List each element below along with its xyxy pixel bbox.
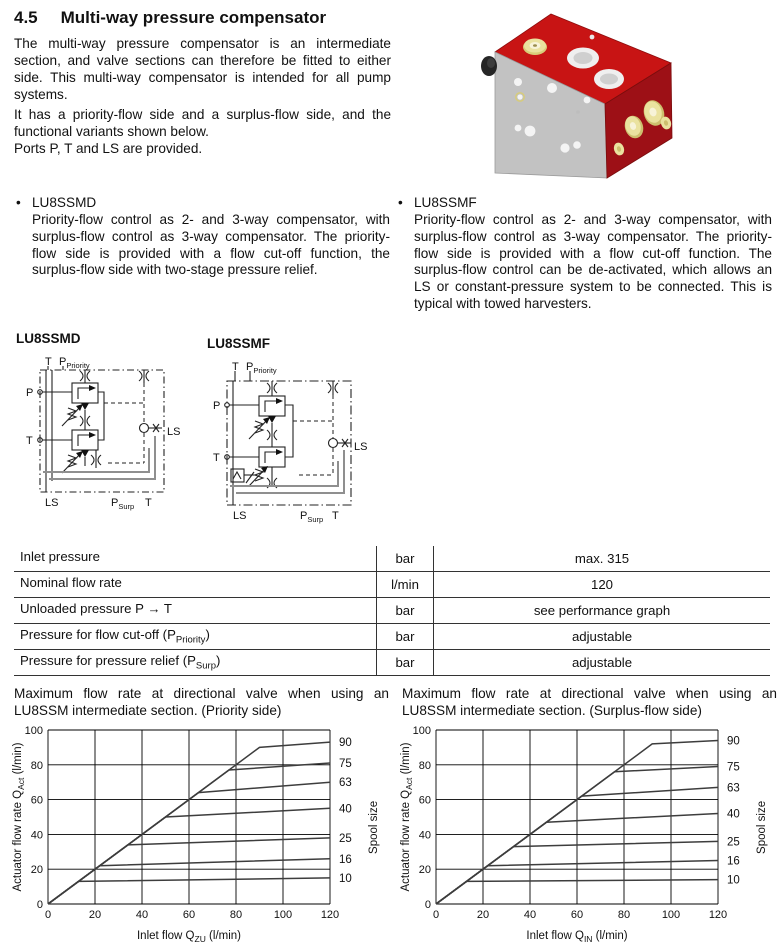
bullet-item-lu8ssmf (398, 195, 772, 313)
chart-caption-surplus: Maximum flow rate at directional valve when using an LU8SSM intermediate section. (Surplus-flow side) (402, 686, 777, 718)
svg-text:PPriority: $P_{Priority}$ (59, 356, 90, 370)
svg-text:0: 0 (36, 899, 43, 911)
spec-value-cell: 120 (434, 572, 771, 598)
svg-text:100: 100 (661, 909, 681, 921)
svg-text:60: 60 (182, 909, 196, 921)
svg-text:LS: LS (354, 441, 368, 453)
svg-text:LS: LS (167, 426, 181, 438)
svg-text:T: T (26, 435, 33, 447)
connector-knob (481, 56, 497, 76)
spec-value-cell: adjustable (434, 624, 771, 650)
svg-text:20: 20 (418, 864, 431, 877)
adjustable-spring-icon (62, 451, 83, 473)
svg-text:63: 63 (339, 777, 352, 790)
valve-block-3d-image (478, 5, 778, 185)
intro-paragraph: The multi-way pressure compensator is an intermediate section, and valve sections can therefore be fitted to either side. This multi-way compensator is intended for all pump systems. (14, 36, 391, 102)
svg-text:40: 40 (418, 829, 431, 842)
table-row (14, 546, 770, 572)
svg-text:T: T (145, 497, 152, 509)
svg-text:80: 80 (617, 909, 631, 921)
svg-text:63: 63 (727, 782, 740, 795)
intro-paragraph: Ports P, T and LS are provided. (14, 141, 203, 157)
model-description: Priority-flow control as 2- and 3-way compensator, with surplus-flow control as 3-way compensator. The priority-flow side is provided with a flow cut-off function, the surplus-flow side with two-stage pressure relief. (32, 211, 390, 278)
table-row (14, 624, 770, 650)
svg-text:80: 80 (229, 909, 243, 921)
check-valve-icon (140, 424, 163, 433)
svg-text:100: 100 (412, 725, 431, 737)
svg-text:10: 10 (339, 872, 352, 885)
svg-text:60: 60 (30, 794, 43, 807)
svg-text:Actuator flow rate QAct (l/min: Actuator flow rate $Q_{Act}$ (l/min) (12, 742, 26, 892)
svg-text:LS: LS (233, 510, 247, 522)
spec-value-cell: see performance graph (434, 598, 771, 624)
svg-text:PSurp: $P_{Surp}$ (300, 510, 324, 524)
section-number: 4.5 (14, 8, 38, 27)
svg-text:75: 75 (339, 758, 352, 771)
svg-text:LS: LS (45, 497, 59, 509)
svg-text:T: T (45, 356, 52, 368)
chart-svg (10, 722, 386, 948)
model-name: LU8SSMF (414, 195, 477, 210)
svg-text:Actuator flow rate QAct (l/min: Actuator flow rate $Q_{Act}$ (l/min) (400, 742, 414, 892)
svg-text:40: 40 (727, 808, 740, 821)
hydraulic-schematic-lu8ssmd (12, 350, 194, 512)
deactivation-valve-icon (231, 469, 255, 483)
svg-text:PPriority: $P_{Priority}$ (246, 361, 277, 375)
schematic-title-lu8ssmf: LU8SSMF (207, 336, 271, 351)
svg-text:100: 100 (273, 909, 293, 921)
svg-text:40: 40 (339, 803, 352, 816)
svg-text:40: 40 (135, 909, 149, 921)
spec-label-cell: Pressure for pressure relief $(P_{Surp})$ (14, 650, 377, 676)
spec-label-cell: Inlet pressure (14, 546, 377, 572)
svg-text:60: 60 (570, 909, 584, 921)
svg-text:90: 90 (339, 737, 352, 750)
svg-text:40: 40 (523, 909, 537, 921)
spec-unit-cell: bar (377, 624, 434, 650)
svg-text:Spool size: Spool size (756, 800, 768, 854)
chart-priority-side (10, 722, 390, 950)
orifice-icon (91, 450, 101, 468)
bullet-marker: • (398, 195, 403, 210)
table-row (14, 572, 770, 598)
compensator-valve-icon (72, 383, 98, 410)
page-title: Multi-way pressure compensator (60, 8, 327, 27)
specs-table (14, 546, 770, 676)
svg-text:T: T (332, 510, 339, 522)
svg-text:Inlet flow QZU (l/min): Inlet flow $Q_{ZU}$ (l/min) (136, 930, 242, 944)
svg-text:PSurp: $P_{Surp}$ (111, 497, 135, 511)
bullet-item-lu8ssmd (16, 195, 390, 279)
top-port-hole (567, 48, 599, 69)
svg-text:90: 90 (727, 735, 740, 748)
compensator-valve-icon (259, 447, 285, 467)
chart-svg (398, 722, 774, 948)
svg-text:25: 25 (727, 836, 740, 849)
section-heading (14, 8, 326, 28)
svg-text:0: 0 (424, 899, 431, 911)
spec-value-cell: max. 315 (434, 546, 771, 572)
svg-text:75: 75 (727, 761, 740, 774)
spec-unit-cell: bar (377, 546, 434, 572)
compensator-valve-icon (259, 396, 285, 423)
svg-text:10: 10 (727, 874, 740, 887)
svg-text:100: 100 (24, 725, 43, 737)
svg-text:20: 20 (30, 864, 43, 877)
svg-text:Spool size: Spool size (368, 800, 380, 854)
spec-unit-cell: bar (377, 650, 434, 676)
adjustable-spring-icon (62, 404, 83, 426)
svg-text:25: 25 (339, 832, 352, 845)
svg-text:80: 80 (418, 759, 431, 772)
spec-value-cell: adjustable (434, 650, 771, 676)
hydraulic-schematic-lu8ssmf (203, 355, 375, 525)
svg-text:120: 120 (708, 909, 728, 921)
schematic-title-lu8ssmd: LU8SSMD (16, 331, 81, 346)
svg-text:16: 16 (727, 855, 740, 868)
model-description: Priority-flow control as 2- and 3-way compensator, with surplus-flow control as 3-way compensator. The priority-flow side is provided with a flow cut-off function. The surplus-flow control can be de-activated, which allows an LS or constant-pressure system to be connected. This is typical with towed harvesters. (414, 211, 772, 312)
svg-text:80: 80 (30, 759, 43, 772)
check-valve-icon (329, 439, 352, 448)
svg-text:16: 16 (339, 853, 352, 866)
spec-label-cell: Unloaded pressure P → T (14, 598, 377, 624)
svg-text:0: 0 (44, 909, 52, 921)
svg-text:T: T (213, 452, 220, 464)
svg-text:Inlet flow QIN (l/min): Inlet flow $Q_{IN}$ (l/min) (526, 930, 628, 944)
intro-paragraph: It has a priority-flow side and a surplus-flow side, and the functional variants shown below. (14, 107, 391, 140)
svg-text:T: T (232, 361, 239, 373)
spec-unit-cell: bar (377, 598, 434, 624)
compensator-valve-icon (72, 430, 98, 457)
svg-text:0: 0 (432, 909, 440, 921)
intro-text (14, 36, 391, 158)
top-small-hole (590, 35, 595, 40)
table-row (14, 598, 770, 624)
svg-text:20: 20 (476, 909, 490, 921)
svg-text:P: P (26, 387, 34, 399)
svg-text:120: 120 (320, 909, 340, 921)
spec-unit-cell: l/min (377, 572, 434, 598)
adjustable-spring-icon (249, 466, 268, 486)
svg-text:60: 60 (418, 794, 431, 807)
svg-text:P: P (213, 400, 221, 412)
spec-label-cell: Pressure for flow cut-off $(P_{Priority})$ (14, 624, 377, 650)
svg-text:40: 40 (30, 829, 43, 842)
svg-text:20: 20 (88, 909, 102, 921)
chart-surplus-side (398, 722, 778, 950)
bullet-marker: • (16, 195, 21, 210)
spec-label-cell: Nominal flow rate (14, 572, 377, 598)
section-boundary (40, 370, 164, 492)
table-row (14, 650, 770, 676)
chart-caption-priority: Maximum flow rate at directional valve when using an LU8SSM intermediate section. (Priority side) (14, 686, 389, 718)
model-name: LU8SSMD (32, 195, 97, 210)
adjustable-spring-icon (249, 417, 270, 439)
top-port-hole (594, 69, 624, 89)
